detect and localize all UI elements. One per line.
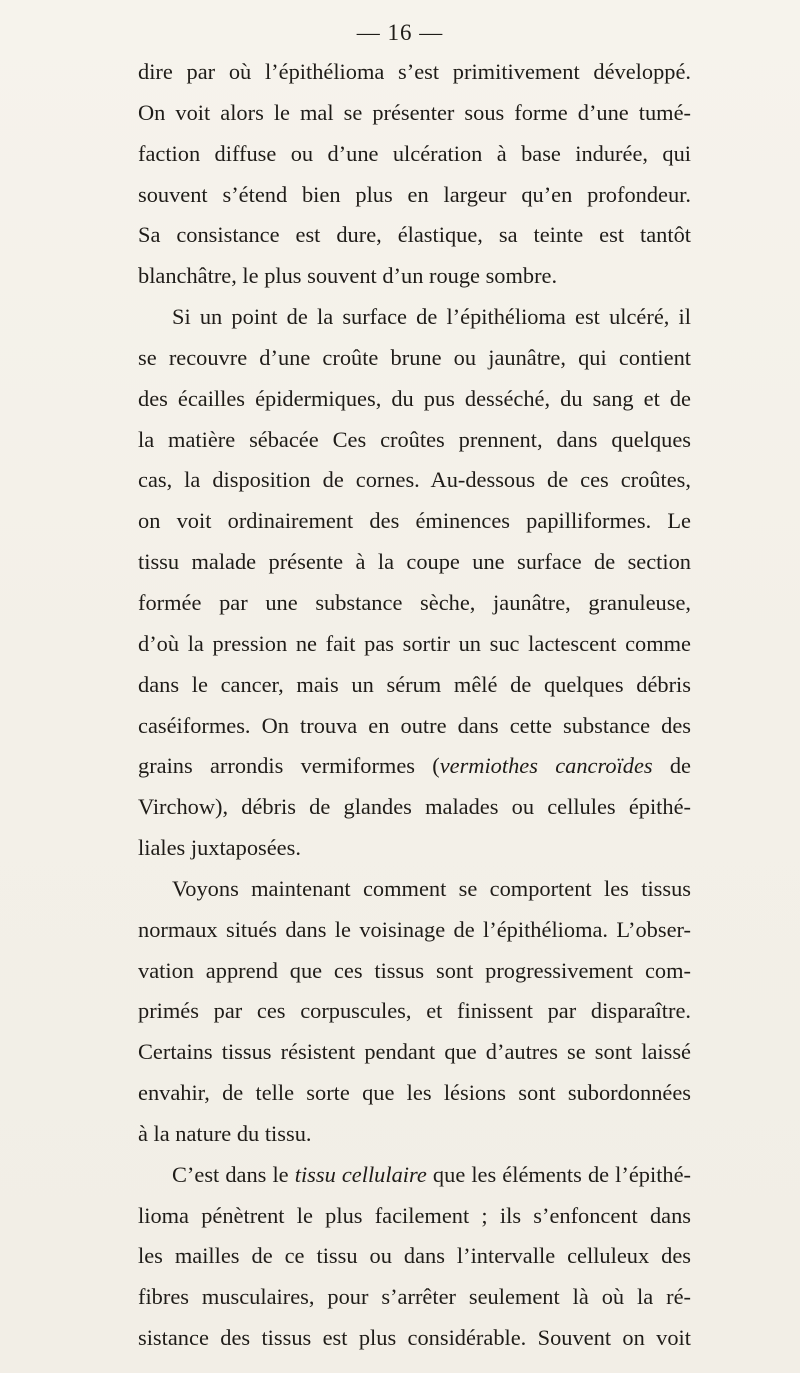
line-text: C’est dans le xyxy=(172,1161,295,1187)
text-line: souvent s’étend bien plus en largeur qu’en profondeur. xyxy=(138,181,691,207)
text-line: Si un point de la surface de l’épithélioma est ulcéré, il xyxy=(172,304,691,330)
text-line: envahir, de telle sorte que les lésions sont subordonnées xyxy=(138,1080,691,1106)
text-line: cas, la disposition de cornes. Au-dessous de ces croûtes, xyxy=(138,467,691,493)
line-text: de xyxy=(652,753,691,779)
text-line: fibres musculaires, pour s’arrêter seulement là où la ré- xyxy=(138,1284,691,1310)
text-line: dire par où l’épithélioma s’est primitivement développé. xyxy=(138,59,691,84)
text-line: caséiformes. On trouva en outre dans cette substance des xyxy=(138,712,691,738)
text-line: dans le cancer, mais un sérum mêlé de quelques débris xyxy=(138,671,691,697)
text-line: la matière sébacée Ces croûtes prennent, dans quelques xyxy=(138,426,691,452)
line-text: que les éléments de l’épithé- xyxy=(426,1161,692,1187)
text-line: Certains tissus résistent pendant que d’autres se sont laissé xyxy=(138,1039,691,1065)
text-line: Voyons maintenant comment se comportent les tissus xyxy=(172,875,691,901)
text-line: tissu malade présente à la coupe une surface de section xyxy=(138,549,691,575)
text-line: lioma pénètrent le plus facilement ; ils s’enfoncent dans xyxy=(138,1202,691,1228)
text-line xyxy=(138,746,691,787)
text-line: des écailles épidermiques, du pus desséché, du sang et de xyxy=(138,385,691,411)
text-line: à la nature du tissu. xyxy=(138,1120,312,1146)
text-line: se recouvre d’une croûte brune ou jaunâtre, qui contient xyxy=(138,344,691,370)
text-line: d’où la pression ne fait pas sortir un suc lactescent comme xyxy=(138,630,691,656)
text-line: liales juxtaposées. xyxy=(138,835,301,861)
text-line: blanchâtre, le plus souvent d’un rouge sombre. xyxy=(138,263,558,289)
page-number-header: — 16 — xyxy=(356,20,444,45)
text-line: on voit ordinairement des éminences papilliformes. Le xyxy=(138,508,691,534)
text-line: normaux situés dans le voisinage de l’épithélioma. L’obser- xyxy=(138,916,691,942)
text-line: sistance des tissus est plus considérable. Souvent on voit xyxy=(138,1325,691,1351)
body-text xyxy=(138,52,691,1359)
italic-term: vermiothes cancroïdes xyxy=(439,753,653,779)
italic-term: tissu cellulaire xyxy=(294,1161,427,1187)
text-line: les mailles de ce tissu ou dans l’intervalle celluleux des xyxy=(138,1243,691,1269)
text-line: Virchow), débris de glandes malades ou cellules épithé- xyxy=(138,794,691,820)
text-line: formée par une substance sèche, jaunâtre, granuleuse, xyxy=(138,589,691,615)
text-line: vation apprend que ces tissus sont progressivement com- xyxy=(138,957,691,983)
line-text: grains arrondis vermiformes ( xyxy=(138,753,440,779)
text-line xyxy=(138,1155,691,1196)
text-line: primés par ces corpuscules, et finissent par disparaître. xyxy=(138,998,691,1024)
text-line: faction diffuse ou d’une ulcération à base indurée, qui xyxy=(138,140,691,166)
text-line: On voit alors le mal se présenter sous forme d’une tumé- xyxy=(138,99,691,125)
text-line: Sa consistance est dure, élastique, sa teinte est tantôt xyxy=(138,222,691,248)
